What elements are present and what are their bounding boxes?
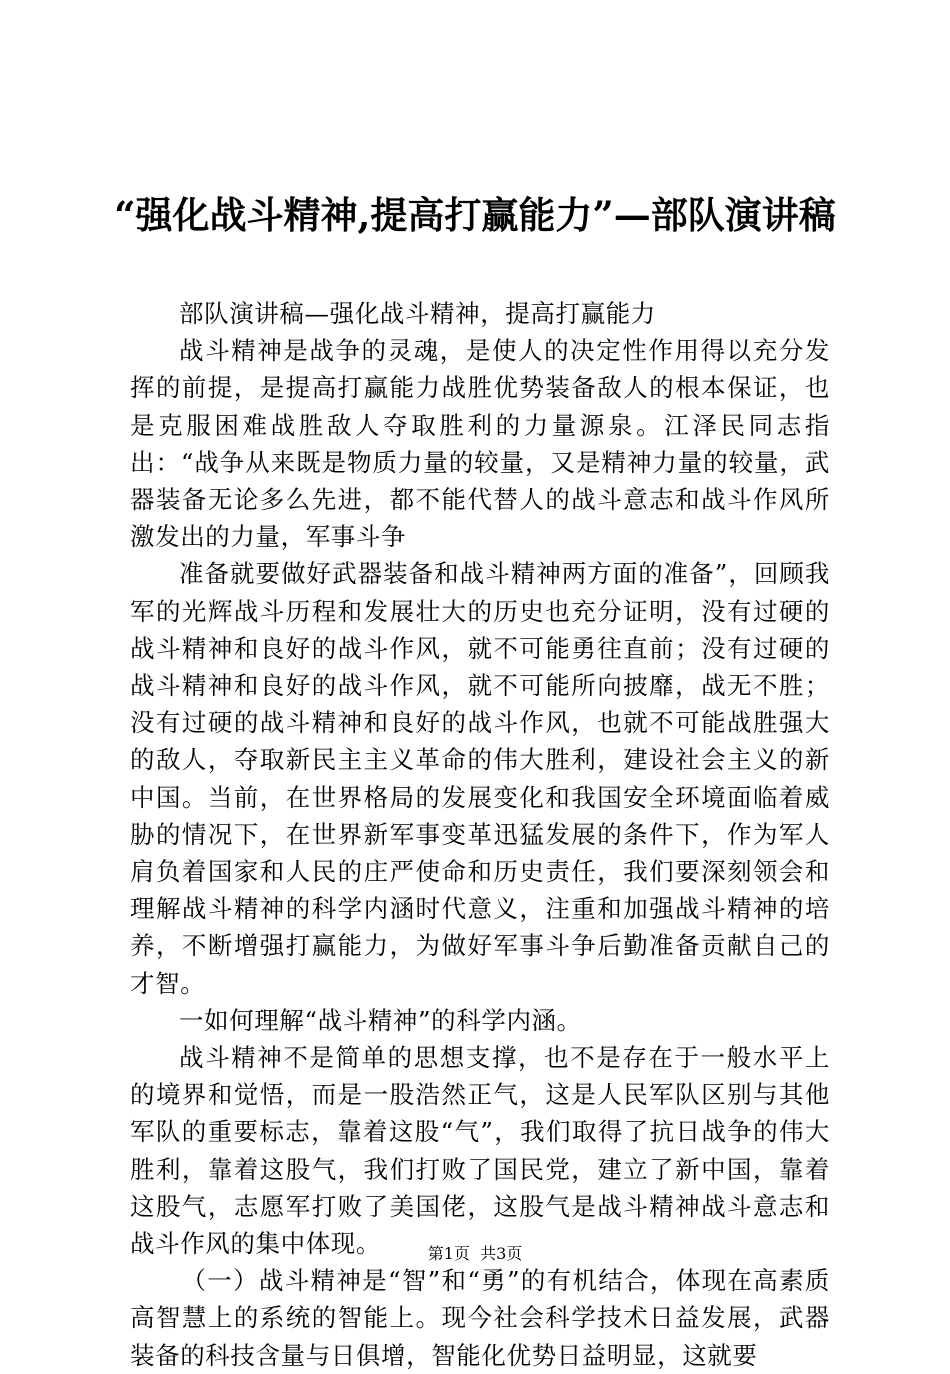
paragraph: 战斗精神是战争的灵魂，是使人的决定性作用得以充分发挥的前提，是提高打赢能力战胜优势装备敌人的根本保证，也是克服困难战胜敌人夺取胜利的力量源泉。江泽民同志指出：“战争从来既是物质力量的较量，又是精神力量的较量，武器装备无论多么先进，都不能代替人的战斗意志和战斗作风所激发出的力量，军事斗争 (130, 336, 830, 552)
section-heading: 一如何理解“战斗精神”的科学内涵。 (179, 1005, 582, 1035)
paragraph: 准备就要做好武器装备和战斗精神两方面的准备”，回顾我军的光辉战斗历程和发展壮大的历史也充分证明，没有过硬的战斗精神和良好的战斗作风，就不可能勇往直前；没有过硬的战斗精神和良好的战斗作风，就不可能所向披靡，战无不胜；没有过硬的战斗精神和良好的战斗作风，也就不可能战胜强大的敌人，夺取新民主主义革命的伟大胜利，建设社会主义的新中国。当前，在世界格局的发展变化和我国安全环境面临着威胁的情况下，在世界新军事变革迅猛发展的条件下，作为军人肩负着国家和人民的庄严使命和历史责任，我们要深刻领会和理解战斗精神的科学内涵时代意义，注重和加强战斗精神的培养，不断增强打赢能力，为做好军事斗争后勤准备贡献自己的才智。 (130, 559, 830, 998)
document-body (130, 295, 830, 1374)
document-title: “强化战斗精神,提高打赢能力”—部队演讲稿 (114, 193, 836, 237)
paragraph: （一）战斗精神是“智”和“勇”的有机结合，体现在高素质高智慧上的系统的智能上。现今社会科学技术日益发展，武器装备的科技含量与日俱增，智能化优势日益明显，这就要 (130, 1266, 830, 1370)
paragraph: 战斗精神不是简单的思想支撑，也不是存在于一般水平上的境界和觉悟，而是一股浩然正气，这是人民军队区别与其他军队的重要标志，靠着这股“气”，我们取得了抗日战争的伟大胜利，靠着这股气，我们打败了国民党，建立了新中国，靠着这股气，志愿军打败了美国佬，这股气是战斗精神战斗意志和战斗作风的集中体现。 (130, 1043, 830, 1259)
page-number: 第1页 共3页 (427, 1244, 523, 1263)
paragraph-subtitle: 部队演讲稿—强化战斗精神，提高打赢能力 (179, 299, 656, 328)
page-footer (0, 1243, 950, 1265)
